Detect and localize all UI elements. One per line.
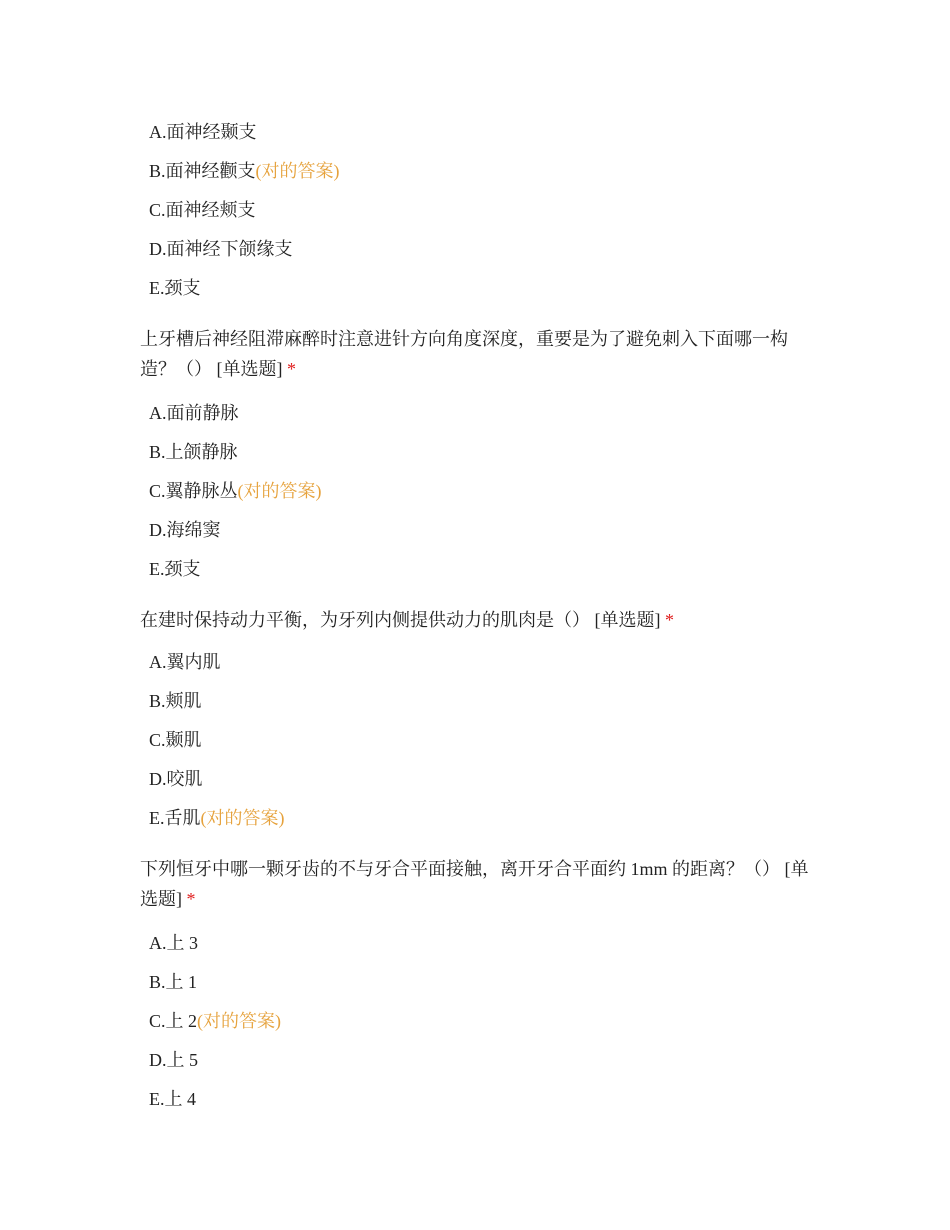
option-item: B.上 1 — [149, 972, 198, 992]
question-text: 上牙槽后神经阻滞麻醉时注意进针方向角度深度，重要是为了避免刺入下面哪一构造？（） [单选题] * — [140, 329, 788, 379]
option-item: D.上 5 — [149, 1050, 198, 1070]
required-mark: * — [665, 610, 674, 630]
option-item: B.颊肌 — [149, 691, 202, 711]
option-item: A.面神经颞支 — [149, 122, 257, 142]
correct-answer-tag: (对的答案) — [200, 808, 285, 828]
option-item: A.上 3 — [149, 933, 198, 953]
option-item: C.面神经颊支 — [149, 200, 256, 220]
option-item: E.颈支 — [149, 278, 201, 298]
option-item: E.上 4 — [149, 1089, 196, 1109]
question-text: 在建时保持动力平衡，为牙列内侧提供动力的肌肉是（） [单选题] * — [140, 610, 674, 630]
option-item: B.上颌静脉 — [149, 442, 238, 462]
option-item: A.翼内肌 — [149, 652, 221, 672]
option-item: A.面前静脉 — [149, 403, 239, 423]
option-item: C.翼静脉丛(对的答案) — [149, 481, 322, 501]
question-text: 下列恒牙中哪一颗牙齿的不与牙合平面接触，离开牙合平面约 1mm 的距离？（） [单选题] * — [140, 859, 809, 909]
correct-answer-tag: (对的答案) — [237, 481, 322, 501]
option-item: E.颈支 — [149, 559, 201, 579]
option-item: B.面神经颧支(对的答案) — [149, 161, 340, 181]
required-mark: * — [287, 359, 296, 379]
option-item: C.颞肌 — [149, 730, 202, 750]
option-item: D.面神经下颌缘支 — [149, 239, 293, 259]
correct-answer-tag: (对的答案) — [255, 161, 340, 181]
option-item: D.海绵窦 — [149, 520, 221, 540]
option-item: C.上 2(对的答案) — [149, 1011, 282, 1031]
correct-answer-tag: (对的答案) — [197, 1011, 282, 1031]
option-item: E.舌肌(对的答案) — [149, 808, 285, 828]
option-item: D.咬肌 — [149, 769, 203, 789]
required-mark: * — [186, 889, 196, 909]
